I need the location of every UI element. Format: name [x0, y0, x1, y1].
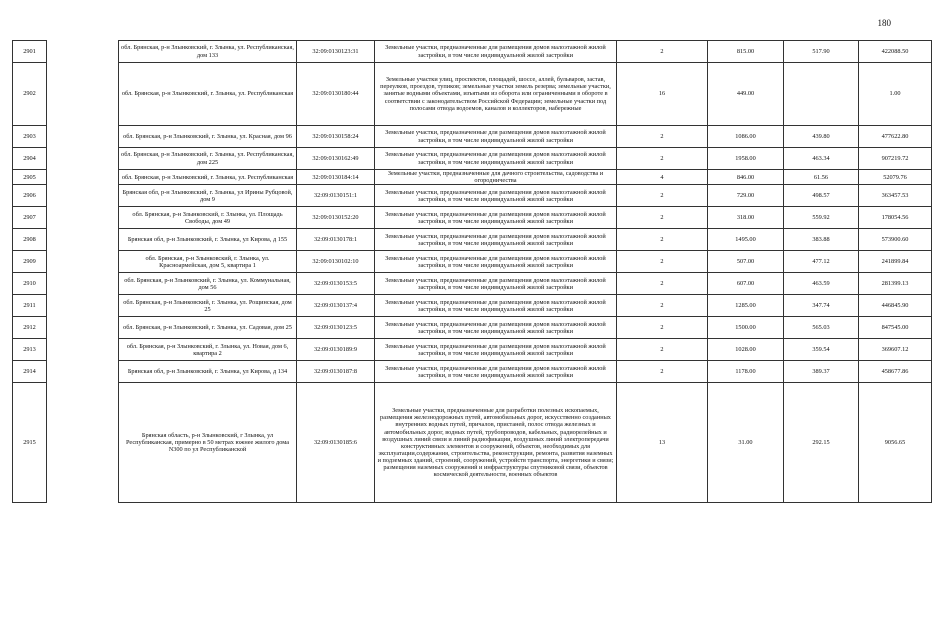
row-spacer	[47, 383, 119, 503]
row-specific-value: 347.74	[784, 295, 859, 317]
table-row	[13, 126, 932, 148]
row-cadastral-value: 847545.00	[859, 317, 932, 339]
row-specific-value: 477.12	[784, 251, 859, 273]
row-cadastral-value: 573900.60	[859, 229, 932, 251]
row-address: Брянская обл, р-н Злынковский, г. Злынка, ул Ирины Рубцовой, дом 9	[119, 185, 297, 207]
row-specific-value: 463.34	[784, 148, 859, 170]
row-group-code: 2	[617, 295, 708, 317]
table-row	[13, 148, 932, 170]
row-cadastral-number: 32:09:0130178:1	[297, 229, 375, 251]
row-address: обл. Брянская, р-н Злынковский, г. Злынка, ул. Республиканская, дом 225	[119, 148, 297, 170]
row-spacer	[47, 63, 119, 126]
row-land-use: Земельные участки, предназначенные для размещения домов малоэтажной жилой застройки, в том числе индивидуальной жилой застройки	[375, 361, 617, 383]
row-area: 507.00	[708, 251, 784, 273]
row-spacer	[47, 170, 119, 185]
table-row	[13, 63, 932, 126]
row-address: обл. Брянская, р-н Злынковский, г. Злынка, ул. Садовая, дом 25	[119, 317, 297, 339]
table-row	[13, 185, 932, 207]
row-number: 2910	[13, 273, 47, 295]
row-land-use: Земельные участки, предназначенные для размещения домов малоэтажной жилой застройки, в том числе индивидуальной жилой застройки	[375, 126, 617, 148]
row-cadastral-value: 178054.56	[859, 207, 932, 229]
row-group-code: 13	[617, 383, 708, 503]
row-area: 729.00	[708, 185, 784, 207]
row-spacer	[47, 207, 119, 229]
row-address: обл. Брянская, р-н Злынковский, г. Злынка, ул. Республиканская	[119, 170, 297, 185]
row-address: обл. Брянская, р-н Злынковский, г. Злынка, ул. Площадь Свободы, дом 49	[119, 207, 297, 229]
row-group-code: 2	[617, 273, 708, 295]
row-spacer	[47, 251, 119, 273]
row-group-code: 16	[617, 63, 708, 126]
row-number: 2907	[13, 207, 47, 229]
row-spacer	[47, 148, 119, 170]
row-specific-value: 359.54	[784, 339, 859, 361]
row-cadastral-value: 363457.53	[859, 185, 932, 207]
row-cadastral-number: 32:09:0130180:44	[297, 63, 375, 126]
table-row	[13, 251, 932, 273]
row-land-use: Земельные участки, предназначенные для дачного строительства, садоводства и огородничества	[375, 170, 617, 185]
row-group-code: 2	[617, 185, 708, 207]
row-cadastral-number: 32:09:0130123:31	[297, 41, 375, 63]
row-cadastral-number: 32:09:0130137:4	[297, 295, 375, 317]
row-cadastral-number: 32:09:0130123:5	[297, 317, 375, 339]
row-cadastral-number: 32:09:0130152:20	[297, 207, 375, 229]
row-specific-value: 389.37	[784, 361, 859, 383]
row-group-code: 2	[617, 229, 708, 251]
table-row	[13, 273, 932, 295]
row-group-code: 4	[617, 170, 708, 185]
row-address: обл. Брянская, р-н Злынковский, г. Злынка, ул. Рощинская, дом 25	[119, 295, 297, 317]
row-spacer	[47, 273, 119, 295]
row-specific-value: 463.59	[784, 273, 859, 295]
row-address: обл. Брянская, р-н Злынковский, г. Злынка, ул. Коммунальная, дом 56	[119, 273, 297, 295]
row-specific-value	[784, 63, 859, 126]
row-land-use: Земельные участки, предназначенные для размещения домов малоэтажной жилой застройки, в том числе индивидуальной жилой застройки	[375, 148, 617, 170]
row-cadastral-value: 477622.80	[859, 126, 932, 148]
page-number: 180	[877, 18, 891, 28]
row-cadastral-number: 32:09:0130184:14	[297, 170, 375, 185]
row-land-use: Земельные участки, предназначенные для размещения домов малоэтажной жилой застройки, в том числе индивидуальной жилой застройки	[375, 273, 617, 295]
row-spacer	[47, 41, 119, 63]
row-cadastral-value: 52079.76	[859, 170, 932, 185]
table-row	[13, 383, 932, 503]
row-spacer	[47, 317, 119, 339]
row-number: 2914	[13, 361, 47, 383]
row-number: 2905	[13, 170, 47, 185]
row-specific-value: 61.56	[784, 170, 859, 185]
table-row	[13, 41, 932, 63]
row-address: обл. Брянская, р-н Злынковский, г. Злынка, ул. Республиканская	[119, 63, 297, 126]
row-number: 2906	[13, 185, 47, 207]
row-address: обл. Брянская, р-н Злынковский, г. Злынка, ул. Красноармейская, дом 5, квартира 1	[119, 251, 297, 273]
row-spacer	[47, 126, 119, 148]
row-address: Брянская область, р-н Злынковский, г Злынка, ул Республиканская, примерно в 50 метрах южнее жилого дома N300 по ул Республиканской	[119, 383, 297, 503]
row-land-use: Земельные участки, предназначенные для разработки полезных ископаемых, размещения железнодорожных путей, автомобильных дорог, искусственно созданных внутренних водных путей, причалов, пристаней, полос отвода железных и автомобильных дорог, водных путей, трубопроводов, кабельных, радиорелейных и воздушных линий связи и линий радиофикации, воздушных линий электропередачи конструктивных элементов и сооружений, объектов, необходимых для эксплуатации,содержания, строительства, реконструкции, ремонта, развития наземных и подземных зданий, строений, сооружений, устройств транспорта, энергетики и связи; размещения наземных сооружений и инфраструктуры спутниковой связи, объектов космической деятельности, военных объектов	[375, 383, 617, 503]
row-group-code: 2	[617, 361, 708, 383]
row-cadastral-number: 32:09:0130187:8	[297, 361, 375, 383]
row-number: 2911	[13, 295, 47, 317]
table-row	[13, 339, 932, 361]
row-cadastral-value: 241899.84	[859, 251, 932, 273]
table-row	[13, 317, 932, 339]
row-cadastral-number: 32:09:0130189:9	[297, 339, 375, 361]
row-spacer	[47, 185, 119, 207]
table-row	[13, 295, 932, 317]
row-cadastral-number: 32:09:0130102:10	[297, 251, 375, 273]
row-area: 607.00	[708, 273, 784, 295]
row-number: 2901	[13, 41, 47, 63]
land-registry-table	[12, 40, 932, 503]
row-cadastral-value: 369607.12	[859, 339, 932, 361]
row-group-code: 2	[617, 317, 708, 339]
row-group-code: 2	[617, 126, 708, 148]
row-area: 31.00	[708, 383, 784, 503]
row-land-use: Земельные участки, предназначенные для размещения домов малоэтажной жилой застройки, в том числе индивидуальной жилой застройки	[375, 251, 617, 273]
row-group-code: 2	[617, 41, 708, 63]
row-area: 1495.00	[708, 229, 784, 251]
row-cadastral-number: 32:09:0130153:5	[297, 273, 375, 295]
table-row	[13, 361, 932, 383]
row-group-code: 2	[617, 148, 708, 170]
row-cadastral-number: 32:09:0130158:24	[297, 126, 375, 148]
row-land-use: Земельные участки, предназначенные для размещения домов малоэтажной жилой застройки, в том числе индивидуальной жилой застройки	[375, 185, 617, 207]
row-cadastral-number: 32:09:0130162:49	[297, 148, 375, 170]
row-cadastral-value: 1.00	[859, 63, 932, 126]
row-specific-value: 383.88	[784, 229, 859, 251]
row-cadastral-value: 458677.86	[859, 361, 932, 383]
row-address: Брянская обл, р-н Злынковский, г. Злынка, ул Кирова, д 134	[119, 361, 297, 383]
row-cadastral-number: 32:09:0130185:6	[297, 383, 375, 503]
row-number: 2902	[13, 63, 47, 126]
row-land-use: Земельные участки, предназначенные для размещения домов малоэтажной жилой застройки, в том числе индивидуальной жилой застройки	[375, 41, 617, 63]
row-area: 1028.00	[708, 339, 784, 361]
row-number: 2915	[13, 383, 47, 503]
row-cadastral-value: 446845.90	[859, 295, 932, 317]
row-address: обл. Брянская, р-н Злынковский, г. Злынка, ул. Республиканская, дом 133	[119, 41, 297, 63]
row-number: 2913	[13, 339, 47, 361]
row-spacer	[47, 361, 119, 383]
row-spacer	[47, 339, 119, 361]
row-address: Брянская обл, р-н Злынковский, г. Злынка, ул Кирова, д 155	[119, 229, 297, 251]
row-number: 2909	[13, 251, 47, 273]
table-body	[13, 41, 932, 503]
row-area: 1086.00	[708, 126, 784, 148]
row-number: 2912	[13, 317, 47, 339]
row-address: обл. Брянская, р-н Злынковский, г. Злынка, ул. Красная, дом 96	[119, 126, 297, 148]
row-cadastral-number: 32:09:0130151:1	[297, 185, 375, 207]
row-area: 1178.00	[708, 361, 784, 383]
row-cadastral-value: 907219.72	[859, 148, 932, 170]
row-area: 449.00	[708, 63, 784, 126]
table-row	[13, 207, 932, 229]
row-land-use: Земельные участки, предназначенные для размещения домов малоэтажной жилой застройки, в том числе индивидуальной жилой застройки	[375, 317, 617, 339]
row-number: 2904	[13, 148, 47, 170]
row-land-use: Земельные участки, предназначенные для размещения домов малоэтажной жилой застройки, в том числе индивидуальной жилой застройки	[375, 339, 617, 361]
row-area: 815.00	[708, 41, 784, 63]
row-cadastral-value: 281399.13	[859, 273, 932, 295]
row-spacer	[47, 295, 119, 317]
row-cadastral-value: 9056.65	[859, 383, 932, 503]
row-land-use: Земельные участки улиц, проспектов, площадей, шоссе, аллей, бульваров, застав, переулков, проездов, тупиков; земельные участки земель резерва; земельные участки, занятые водными объектами, изъятыми из оборота или ограниченными в обороте в соответствии с законодательством Российской Федерации; земельные участки под полосами отвода водоемов, каналов и коллекторов, набережные	[375, 63, 617, 126]
row-cadastral-value: 422088.50	[859, 41, 932, 63]
table-row	[13, 170, 932, 185]
row-area: 1500.00	[708, 317, 784, 339]
row-number: 2908	[13, 229, 47, 251]
row-specific-value: 292.15	[784, 383, 859, 503]
row-group-code: 2	[617, 251, 708, 273]
row-area: 1958.00	[708, 148, 784, 170]
row-area: 1285.00	[708, 295, 784, 317]
row-group-code: 2	[617, 207, 708, 229]
row-spacer	[47, 229, 119, 251]
row-area: 318.00	[708, 207, 784, 229]
row-group-code: 2	[617, 339, 708, 361]
row-specific-value: 517.90	[784, 41, 859, 63]
row-land-use: Земельные участки, предназначенные для размещения домов малоэтажной жилой застройки, в том числе индивидуальной жилой застройки	[375, 229, 617, 251]
row-land-use: Земельные участки, предназначенные для размещения домов малоэтажной жилой застройки, в том числе индивидуальной жилой застройки	[375, 295, 617, 317]
row-land-use: Земельные участки, предназначенные для размещения домов малоэтажной жилой застройки, в том числе индивидуальной жилой застройки	[375, 207, 617, 229]
row-number: 2903	[13, 126, 47, 148]
row-address: обл. Брянская, р-н Злынковский, г. Злынка, ул. Новая, дом 6, квартира 2	[119, 339, 297, 361]
row-specific-value: 498.57	[784, 185, 859, 207]
table-row	[13, 229, 932, 251]
row-area: 846.00	[708, 170, 784, 185]
row-specific-value: 439.80	[784, 126, 859, 148]
row-specific-value: 559.92	[784, 207, 859, 229]
row-specific-value: 565.03	[784, 317, 859, 339]
